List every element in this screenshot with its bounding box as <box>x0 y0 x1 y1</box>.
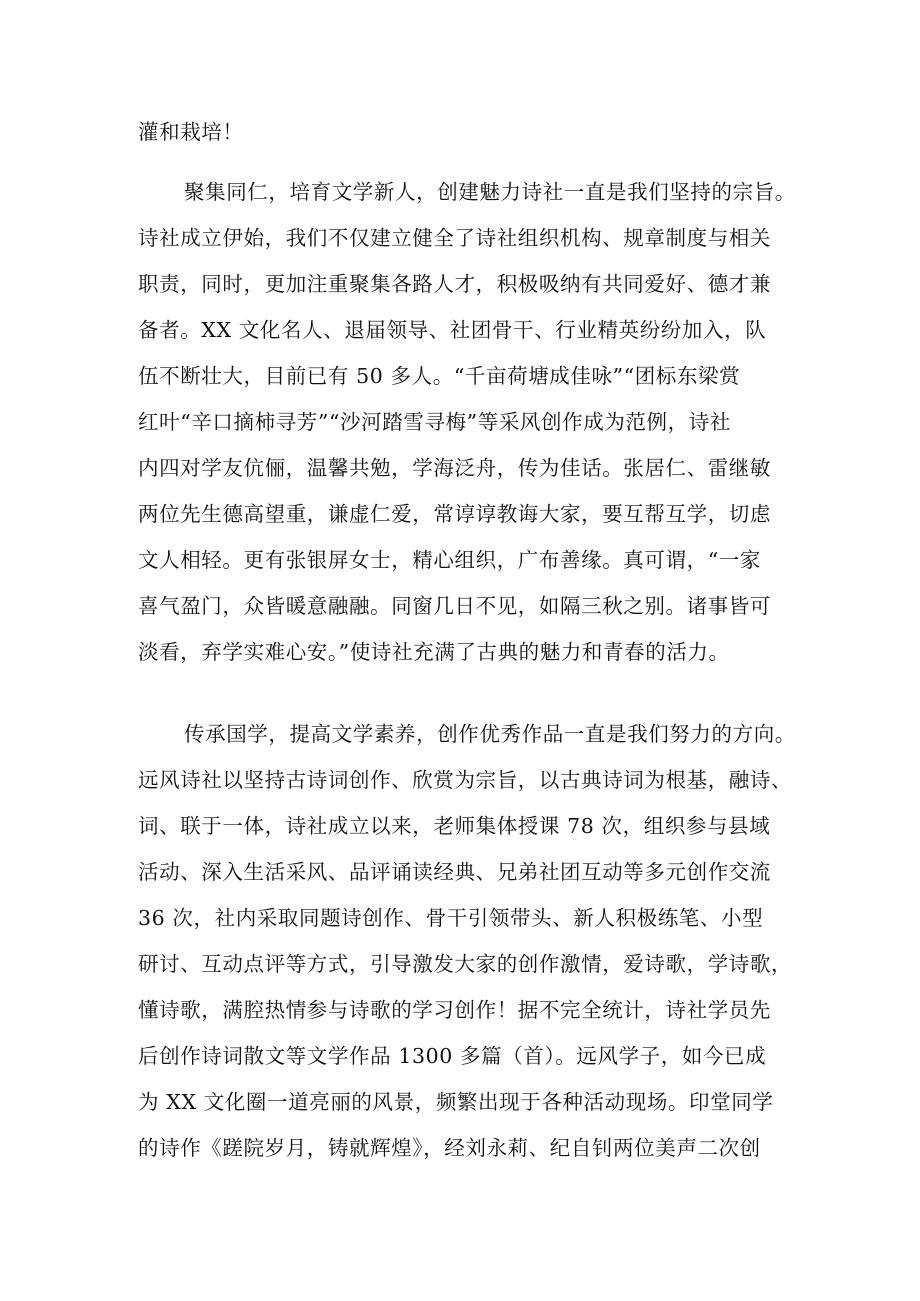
text-line-8: 内四对学友伉俪，温馨共勉，学海泛舟，传为佳话。张居仁、雷继敏 <box>138 456 771 480</box>
text-line-5: 备者。XX 文化名人、退届领导、社团骨干、行业精英纷纷加入，队 <box>138 318 767 342</box>
text-line-22: 的诗作《蹉院岁月，铸就辉煌》，经刘永莉、纪自钊两位美声二次创 <box>138 1136 761 1160</box>
text-line-10: 文人相轻。更有张银屏女士，精心组织，广布善缘。真可谓，“一家 <box>138 548 761 572</box>
text-line-7: 红叶“辛口摘柿寻芳”“沙河踏雪寻梅”等采风创作成为范例，诗社 <box>138 410 731 434</box>
text-line-18: 研讨、互动点评等方式，引导激发大家的创作激情，爱诗歌，学诗歌， <box>138 952 793 976</box>
text-line-13: 传承国学，提高文学素养，创作优秀作品一直是我们努力的方向。 <box>184 722 796 746</box>
text-line-19: 懂诗歌，满腔热情参与诗歌的学习创作！据不完全统计，诗社学员先 <box>138 998 771 1022</box>
text-line-14: 远风诗社以坚持古诗词创作、欣赏为宗旨，以古典诗词为根基，融诗、 <box>138 768 793 792</box>
text-line-12: 淡看，弃学实难心安。”使诗社充满了古典的魅力和青春的活力。 <box>138 640 730 664</box>
text-line-11: 喜气盈门，众皆暖意融融。同窗几日不见，如隔三秋之别。诸事皆可 <box>138 594 771 618</box>
text-line-20: 后创作诗词散文等文学作品 1300 多篇（首）。远风学子，如今已成 <box>138 1044 767 1068</box>
text-line-1: 灌和栽培！ <box>138 120 244 144</box>
text-line-2: 聚集同仁，培育文学新人，创建魅力诗社一直是我们坚持的宗旨。 <box>184 180 796 204</box>
text-line-6: 伍不断壮大，目前已有 50 多人。“千亩荷塘成佳咏”“团标东梁赏 <box>138 364 741 388</box>
text-line-16: 活动、深入生活采风、品评诵读经典、兄弟社团互动等多元创作交流 <box>138 860 771 884</box>
text-line-4: 职责，同时，更加注重聚集各路人才，积极吸纳有共同爱好、德才兼 <box>138 272 771 296</box>
text-line-15: 词、联于一体，诗社成立以来，老师集体授课 78 次，组织参与县域 <box>138 814 771 838</box>
text-line-3: 诗社成立伊始，我们不仅建立健全了诗社组织机构、规章制度与相关 <box>138 226 771 250</box>
text-line-9: 两位先生德高望重，谦虚仁爱，常谆谆教诲大家，要互帮互学，切虑 <box>138 502 771 526</box>
text-line-17: 36 次，社内采取同题诗创作、骨干引领带头、新人积极练笔、小型 <box>138 906 764 930</box>
text-line-21: 为 XX 文化圈一道亮丽的风景，频繁出现于各种活动现场。印堂同学 <box>138 1090 774 1114</box>
